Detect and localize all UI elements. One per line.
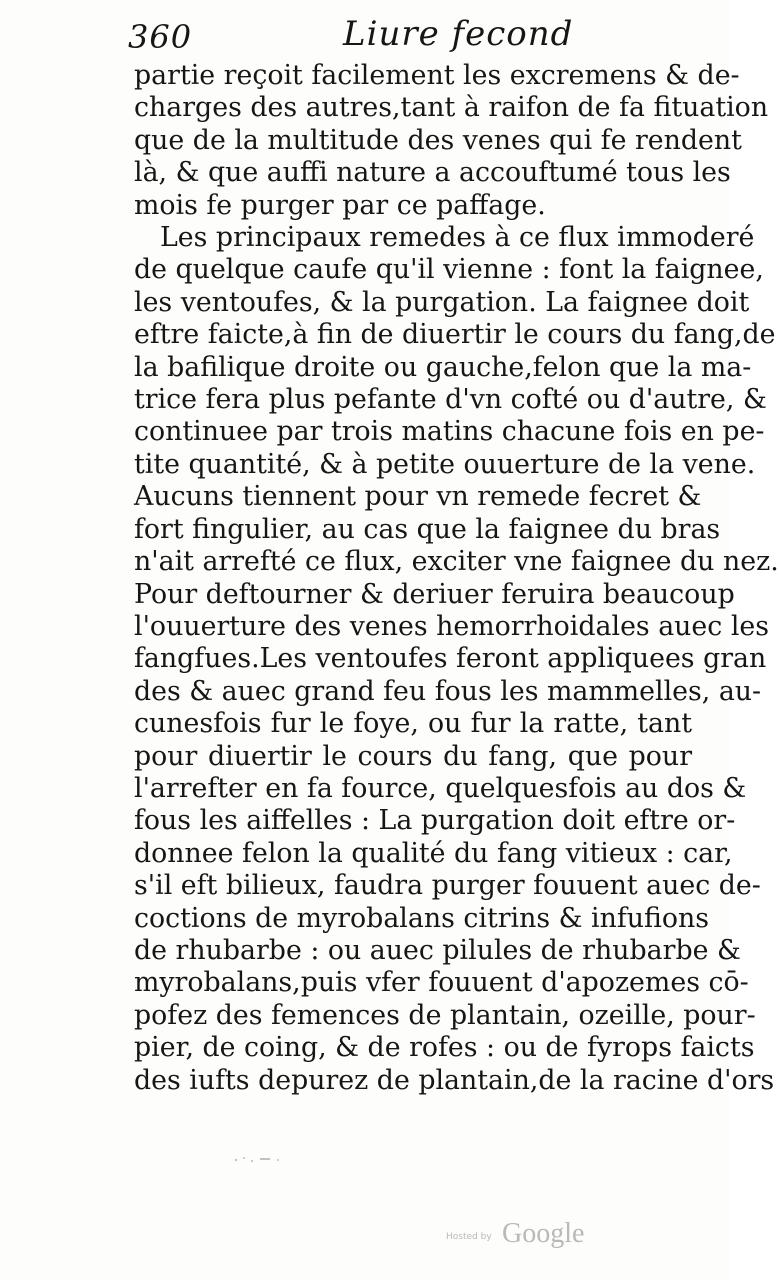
paragraph-2 [134,222,779,1097]
text-line: là, & que auffi nature a accouftumé tous les [134,157,731,189]
text-line: pour diuertir le cours du fang, que pour [134,740,692,772]
text-line: fort fingulier, au cas que la faignee du bras [134,513,721,545]
text-line: Pour deftourner & deriuer feruira beaucoup [134,578,735,610]
text-line: que de la multitude des venes qui fe rendent [134,124,742,156]
text-line: n'ait arrefté ce flux, exciter vne faignee du nez. [134,546,779,578]
text-line: coctions de myrobalans citrins & infufions [134,902,710,934]
text-line: eftre faicte,à fin de diuertir le cours du fang,de [134,319,776,351]
text-line: pier, de coing, & de rofes : ou de fyrops faicts [134,1032,755,1064]
text-line: des & auec grand feu fous les mammelles, au- [134,675,762,707]
text-line: l'ouuerture des venes hemorrhoidales auec les [134,610,769,642]
text-line: tite quantité, & à petite ouuerture de la vene. [134,448,756,480]
running-title: Liure fecond [343,14,574,54]
text-line: myrobalans,puis vfer fouuent d'apozemes cō- [134,967,749,999]
text-line: Les principaux remedes à ce flux immoderé [160,222,755,254]
text-line: cunesfois fur le foye, ou fur la ratte, tant [134,708,692,740]
text-line: de rhubarbe : ou auec pilules de rhubarbe & [134,934,741,966]
text-line: continuee par trois matins chacune fois en pe- [134,416,765,448]
text-line: mois fe purger par ce paffage. [134,189,546,221]
watermark-small-text: Hosted by [446,1232,492,1242]
google-logo-text: Google [502,1218,585,1249]
text-line: les ventoufes, & la purgation. La faignee doit [134,286,750,318]
text-line: pofez des femences de plantain, ozeille, pour- [134,999,756,1031]
text-line: l'arrefter en fa fource, quelquesfois au dos & [134,772,747,804]
text-line: fous les aiffelles : La purgation doit eftre or- [134,805,736,837]
ink-bleed-marks [230,1150,290,1170]
body-text [134,60,779,1097]
page-header [128,14,598,60]
text-line: charges des autres,tant à raifon de fa fituation [134,92,769,124]
text-line: donnee felon la qualité du fang vitieux : car, [134,837,733,869]
text-line: trice fera plus pefante d'vn cofté ou d'autre, & [134,384,767,416]
text-line: la bafilique droite ou gauche,felon que la ma- [134,351,752,383]
text-line: des iufts depurez de plantain,de la racine d'ors [134,1064,775,1096]
text-line: partie reçoit facilement les excremens & de- [134,60,740,91]
hosted-by-google-watermark [446,1218,606,1254]
text-line: fangfues.Les ventoufes feront appliquees gran [134,643,767,675]
page-number: 360 [128,18,193,56]
text-line: Aucuns tiennent pour vn remede fecret & [134,481,702,513]
text-line: de quelque caufe qu'il vienne : font la faignee, [134,254,764,286]
paragraph-1 [134,60,769,222]
text-line: s'il eft bilieux, faudra purger fouuent auec de- [134,870,761,902]
